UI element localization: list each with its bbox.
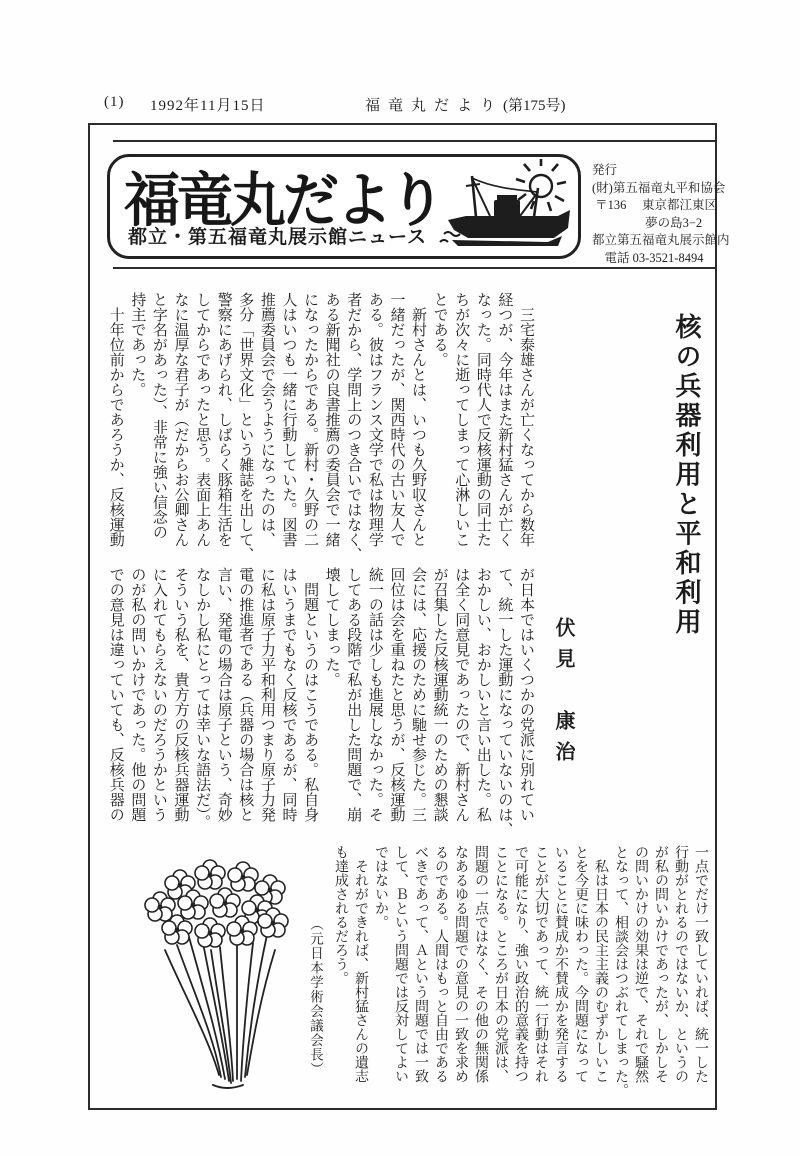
text-column: ことが大切であって、統一行動はそれ — [533, 845, 548, 1083]
text-column: 回位は会を重ねたと思うが、反核運動 — [388, 567, 405, 822]
newsletter-subtitle: 都立・第五福竜丸展示館ニュース — [128, 227, 428, 248]
text-column: してからであったと思う。表面上あん — [194, 292, 211, 547]
text-column: 者だから、学問上のつき合いではなく、 — [345, 292, 362, 562]
author-credential: （元日本学術会議会長） — [308, 917, 323, 1077]
running-head-title: 福竜丸だより — [365, 98, 504, 114]
text-column: に私は原子力平和利用つまり原子力発 — [258, 567, 275, 822]
publisher-line: 夢の島3−2 — [592, 215, 703, 230]
text-column: での意見は違っていても、反核兵器の — [107, 567, 124, 822]
text-column: となって、相談会はつぶれてしまった。 — [613, 845, 628, 1097]
article-block-3 — [330, 845, 710, 1101]
text-column: ではないか。 — [373, 845, 388, 929]
publisher-line: 発行 — [592, 163, 618, 177]
text-column: してある段階で私が出した問題で、崩 — [345, 567, 362, 822]
text-column: なあるゆる問題での意見の一致を求め — [453, 845, 468, 1083]
text-column: それができれば、新村猛さんの遺志 — [353, 845, 368, 1083]
text-column: で可能になり、強い政治的意義を持つ — [513, 845, 528, 1083]
newsletter-title: 福竜丸だより — [124, 167, 442, 233]
text-column: ことになる。ところが日本の党派は、 — [493, 845, 508, 1083]
article-author: 伏見 康治 — [552, 617, 574, 772]
text-column: のが私の問いかけであった。他の問題 — [129, 567, 146, 822]
article-block-2 — [105, 567, 537, 843]
article-block-1 — [105, 292, 537, 562]
text-column: おかしい、おかしいと言い出した。私 — [474, 567, 491, 822]
article-title: 核の兵器利用と平和利用 — [672, 313, 701, 638]
text-column: して、Ｂという問題では反対してよい — [393, 845, 408, 1083]
text-column: 人はいつも一緒に行動していた。図書 — [280, 292, 297, 547]
text-column: て、統一した運動になっていないのは、 — [496, 567, 513, 837]
flower-bouquet-illustration — [125, 855, 305, 1095]
publisher-line: 〒136 東京都江東区 — [592, 198, 718, 212]
text-column: なしかし私にとっては幸いな語法だ）。 — [194, 567, 211, 830]
text-column: 持主であった。 — [129, 292, 146, 397]
text-column: 警察にあげられ、しばらく豚箱生活を — [215, 292, 232, 547]
publisher-info — [592, 162, 730, 267]
page-number: (1) — [104, 94, 125, 110]
text-column: いることに賛成か不賛成かを発言する — [553, 845, 568, 1083]
text-column: 行動がとれるのではないか、というの — [673, 845, 688, 1083]
text-column: るのである。人間はもっと自由である — [433, 845, 448, 1083]
text-column: が日本ではいくつかの党派に別れてい — [518, 567, 534, 822]
text-column: べきであって、Ａという問題では一致 — [413, 845, 428, 1083]
text-column: とである。 — [431, 292, 448, 367]
text-column: なに温厚な君子が（だからお公卿さん — [172, 292, 189, 547]
text-column: 三宅泰雄さんが亡くなってから数年 — [518, 292, 534, 547]
text-column: 経つが、今年はまた新村猛さんが亡く — [496, 292, 513, 547]
text-column: の問いかけの効果は逆で、それで騒然 — [633, 845, 648, 1083]
text-column: なった。同時代人で反核運動の同士た — [474, 292, 491, 547]
text-column: と字名があった）、非常に強い信念の — [150, 292, 167, 540]
text-column: ちが次々に逝ってしまって心淋しいこ — [453, 292, 470, 547]
text-column: 十年位前からであろうか、反核運動 — [107, 292, 124, 547]
text-column: ある。彼はフランス文学で私は物理学 — [366, 292, 383, 547]
text-column: 推薦委員会で会うようになったのは、 — [258, 292, 275, 547]
running-head — [104, 94, 664, 115]
masthead-box — [107, 154, 581, 259]
issue-date: 1992年11月15日 — [150, 98, 266, 114]
text-column: 統一の話は少しも進展しなかった。そ — [366, 567, 383, 822]
text-column: ある新聞社の良書推薦の委員会で一緒 — [323, 292, 340, 547]
text-column: そういう私を、貴方方の反核兵器運動 — [172, 567, 189, 822]
text-column: 会には、応援のために馳せ参じた。三 — [410, 567, 427, 822]
text-column: 私は日本の民主主義のむずかしいこ — [593, 845, 608, 1083]
text-column: 電の推進者である（兵器の場合は核と — [237, 567, 254, 822]
text-column: も達成されるだろう。 — [333, 845, 348, 985]
fishing-boat-icon — [438, 154, 574, 254]
text-column: 問題の一点ではなく、その他の無関係 — [473, 845, 488, 1083]
text-column: はいうまでもなく反核であるが、同時 — [280, 567, 297, 822]
masthead-bottom-rule — [113, 267, 716, 269]
text-column: 壊してしまった。 — [323, 567, 340, 687]
text-column: が召集した反核運動統一のための懇談 — [431, 567, 448, 822]
text-column: が私の問いかけであったが、しかしそ — [653, 845, 668, 1083]
text-column: 一点でだけ一致していれば、統一した — [693, 845, 708, 1083]
text-column: 新村さんとは、いつも久野収さんと — [410, 292, 427, 547]
text-column: になったからである。新村・久野の二 — [302, 292, 319, 547]
text-column: に入れてもらえないのだろうかという — [150, 567, 167, 822]
text-column: 一緒だったが、関西時代の古い友人で — [388, 292, 405, 547]
text-column: 多分「世界文化」という雑誌を出して、 — [237, 292, 254, 562]
running-head-issue: (第175号) — [503, 98, 566, 114]
publisher-line: 都立第五福竜丸展示館内 — [592, 233, 730, 247]
text-column: は全く同意見であったので、新村さん — [453, 567, 470, 822]
masthead-top-rule — [113, 140, 716, 142]
text-column: とを今更に味わった。今問題になって — [573, 845, 588, 1083]
text-column: 言い、発電の場合は原子という、奇妙 — [215, 567, 232, 822]
publisher-line: 電話 03-3521-8494 — [592, 250, 704, 265]
publisher-line: (財)第五福竜丸平和協会 — [592, 180, 726, 195]
text-column: 問題というのはこうである。私自身 — [302, 567, 319, 822]
